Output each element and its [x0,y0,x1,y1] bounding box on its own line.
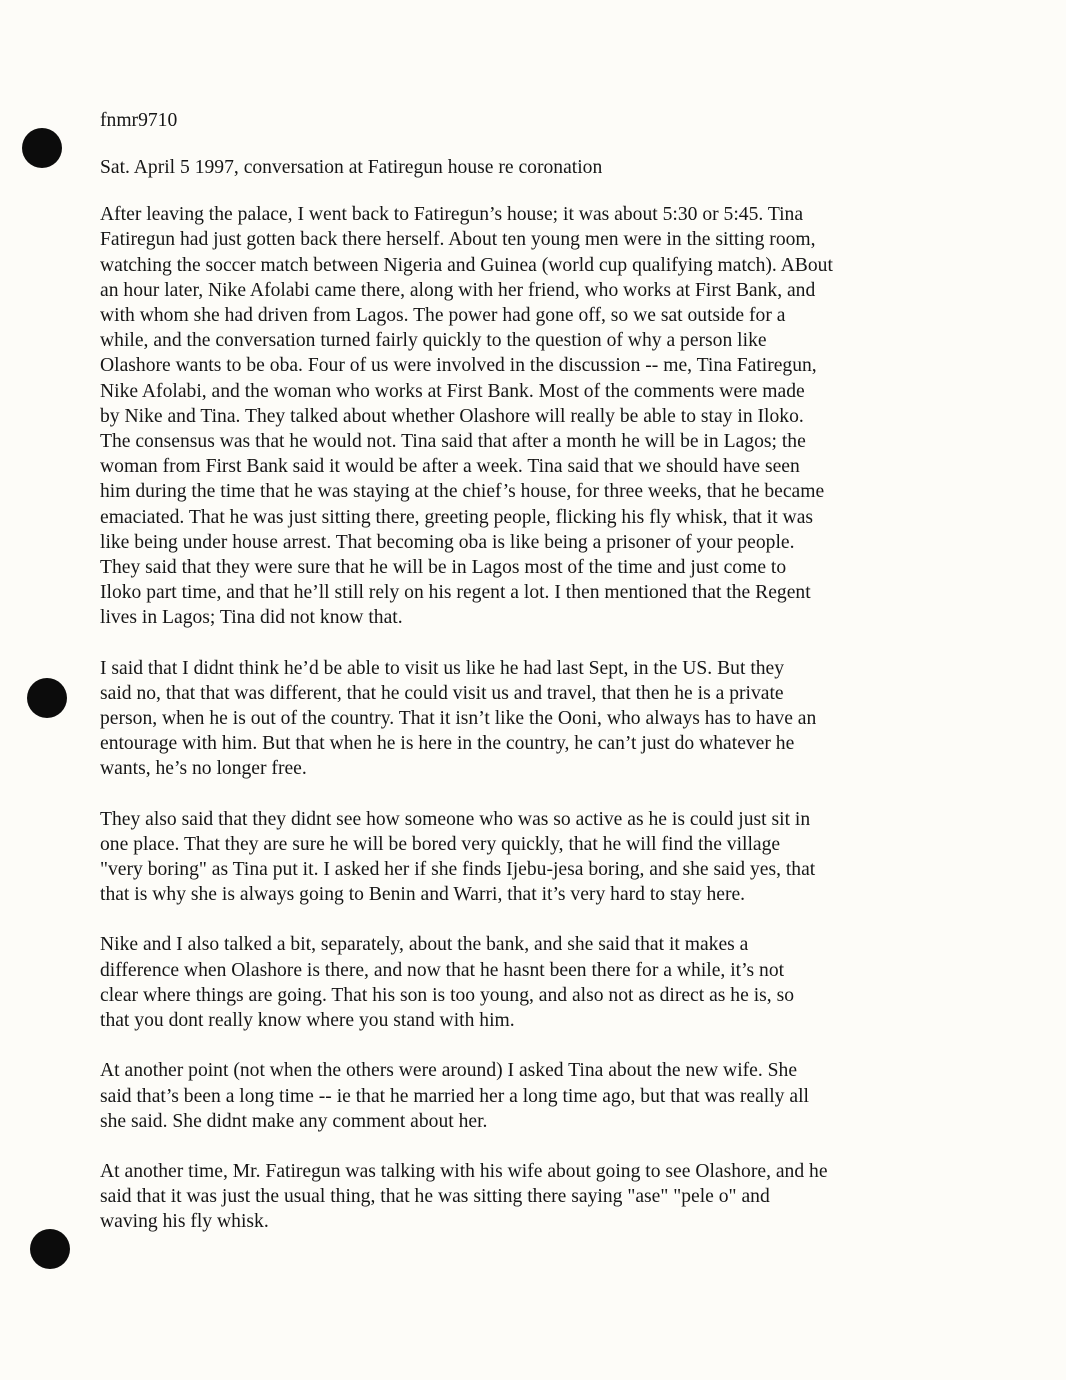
paragraph: They also said that they didnt see how someone who was so active as he is could just sit in one place. That they are sure he will be bored very quickly, that he will find the village "very boring" as Tina put it. I asked her if she finds Ijebu-jesa boring, and she said yes, that that is why she is always going to Benin and Warri, that it’s very hard to stay here. [100,808,816,906]
paragraph: I said that I didnt think he’d be able to visit us like he had last Sept, in the US. But they said no, that that was different, that he could visit us and travel, that then he is a private person, when he is out of the country. That it isn’t like the Ooni, who always has to have an entourage with him. But that when he is here in the country, he can’t just do whatever he wants, he’s no longer free. [100,657,817,780]
document-subject: Sat. April 5 1997, conversation at Fatiregun house re coronation [100,157,603,178]
punch-hole [22,128,62,168]
paragraph: After leaving the palace, I went back to Fatiregun’s house; it was about 5:30 or 5:45. Tina Fatiregun had just gotten back there herself. About ten young men were in the sitting room, watching the soccer match between Nigeria and Guinea (world cup qualifying match). ABout an hour later, Nike Afolabi came there, along with her friend, who works at First Bank, and with whom she had driven from Lagos. The power had gone off, so we sat outside for a while, and the conversation turned fairly quickly to the question of why a person like Olashore wants to be oba. Four of us were involved in the discussion -- me, Tina Fatiregun, Nike Afolabi, and the woman who works at First Bank. Most of the comments were made by Nike and Tina. They talked about whether Olashore will really be able to stay in Iloko. The consensus was that he would not. Tina said that after a month he will be in Lagos; the woman from First Bank said it would be after a week. Tina said that we should have seen him during the time that he was staying at the chief’s house, for three weeks, that he became emaciated. That he was just sitting there, greeting people, flicking his fly whisk, that it was like being under house arrest. That becoming oba is like being a prisoner of your people. They said that they were sure that he will be in Lagos most of the time and just come to Iloko part time, and that he’ll still rely on his regent a lot. I then mentioned that the Regent lives in Lagos; Tina did not know that. [100,204,833,629]
punch-hole [30,1229,70,1269]
punch-hole [27,678,67,718]
paragraph: At another time, Mr. Fatiregun was talking with his wife about going to see Olashore, and he said that it was just the usual thing, that he was sitting there saying "ase" "pele o" and waving his fly whisk. [100,1160,828,1233]
document-id: fnmr9710 [100,110,178,131]
paragraph: At another point (not when the others were around) I asked Tina about the new wife. She said that’s been a long time -- ie that he married her a long time ago, but that was really all she said. She didnt make any comment about her. [100,1060,809,1132]
paragraph: Nike and I also talked a bit, separately, about the bank, and she said that it makes a difference when Olashore is there, and now that he hasnt been there for a while, it’s not clear where things are going. That his son is too young, and also not as direct as he is, so that you dont really know where you stand with him. [100,934,794,1032]
document-body [100,108,940,1235]
